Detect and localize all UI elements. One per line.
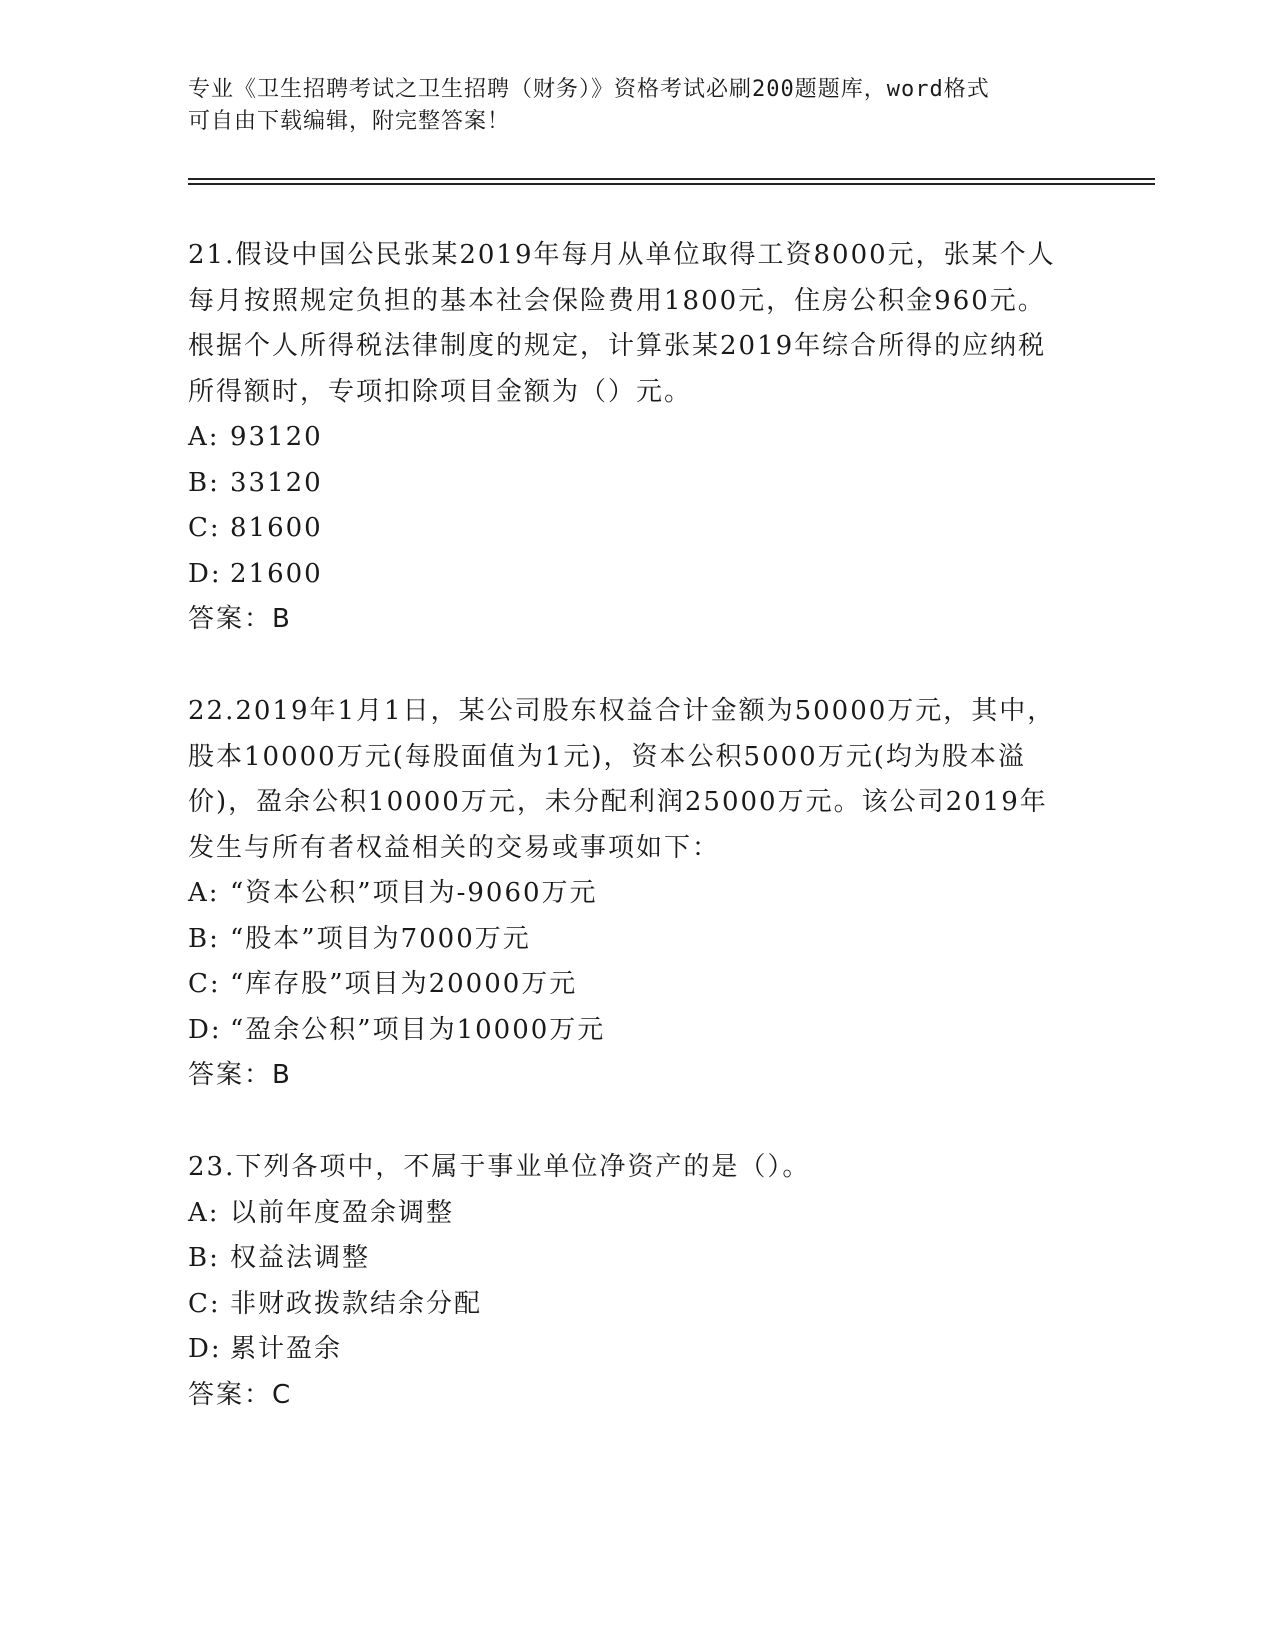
option-a: [188, 415, 1088, 461]
option-c: [188, 962, 1088, 1008]
question-stem: [188, 1145, 1088, 1191]
option-a: [188, 871, 1088, 917]
option-d: [188, 1327, 1088, 1373]
question-stem: [188, 689, 1088, 871]
option-c: [188, 1282, 1088, 1328]
option-text: 33120: [230, 467, 323, 498]
option-b: [188, 917, 1088, 963]
option-label: B:: [188, 467, 220, 498]
option-label: D:: [188, 1014, 222, 1045]
option-d: [188, 552, 1088, 598]
option-label: D:: [188, 558, 222, 589]
option-text: “资本公积”项目为-9060万元: [230, 878, 598, 908]
option-label: B:: [188, 1243, 220, 1273]
option-label: A:: [188, 1197, 220, 1228]
stem-line: 每月按照规定负担的基本社会保险费用1800元，住房公积金960元。: [188, 285, 1046, 316]
option-label: D:: [188, 1334, 222, 1364]
answer: 答案：B: [188, 1060, 292, 1090]
option-d: [188, 1008, 1088, 1054]
option-label: C:: [188, 513, 221, 543]
option-text: 21600: [230, 558, 323, 589]
option-text: 非财政拨款结余分配: [230, 1288, 483, 1319]
question-21: [188, 233, 1088, 643]
stem-line: 23.下列各项中，不属于事业单位净资产的是（）。: [188, 1152, 811, 1182]
answer: 答案：C: [188, 1379, 293, 1410]
option-text: “盈余公积”项目为10000万元: [230, 1014, 606, 1045]
header-line-2: 可自由下载编辑，附完整答案！: [188, 109, 511, 134]
option-a: [188, 1191, 1088, 1237]
option-text: 以前年度盈余调整: [230, 1197, 455, 1228]
option-label: A:: [188, 422, 220, 452]
option-text: 权益法调整: [230, 1243, 371, 1273]
header-divider-top: [188, 178, 1155, 180]
option-text: 81600: [230, 513, 323, 543]
option-b: [188, 461, 1088, 507]
option-text: “股本”项目为7000万元: [230, 923, 531, 954]
stem-line: 22.2019年1月1日，某公司股东权益合计金额为50000万元，其中，: [188, 696, 1056, 726]
stem-line: 股本10000万元(每股面值为1元)，资本公积5000万元(均为股本溢: [188, 741, 1026, 772]
header-line-1: 专业《卫生招聘考试之卫生招聘（财务）》资格考试必刷200题题库，word格式: [188, 77, 990, 102]
option-text: 累计盈余: [230, 1334, 343, 1364]
option-label: B:: [188, 923, 220, 954]
question-22: [188, 689, 1088, 1099]
header-divider-bottom: [188, 183, 1155, 185]
stem-line: 所得额时，专项扣除项目金额为（）元。: [188, 376, 693, 407]
stem-line: 发生与所有者权益相关的交易或事项如下：: [188, 832, 721, 863]
option-label: A:: [188, 878, 220, 908]
question-stem: [188, 233, 1088, 415]
option-label: C:: [188, 969, 221, 999]
question-23: [188, 1145, 1088, 1418]
option-text: 93120: [230, 422, 323, 452]
option-text: “库存股”项目为20000万元: [230, 969, 578, 999]
option-c: [188, 506, 1088, 552]
answer: 答案：B: [188, 604, 292, 634]
option-b: [188, 1236, 1088, 1282]
document-header: [188, 74, 1088, 138]
stem-line: 21.假设中国公民张某2019年每月从单位取得工资8000元，张某个人: [188, 240, 1056, 270]
stem-line: 价)，盈余公积10000万元，未分配利润25000万元。该公司2019年: [188, 787, 1048, 817]
option-label: C:: [188, 1288, 221, 1319]
stem-line: 根据个人所得税法律制度的规定，计算张某2019年综合所得的应纳税: [188, 331, 1047, 361]
